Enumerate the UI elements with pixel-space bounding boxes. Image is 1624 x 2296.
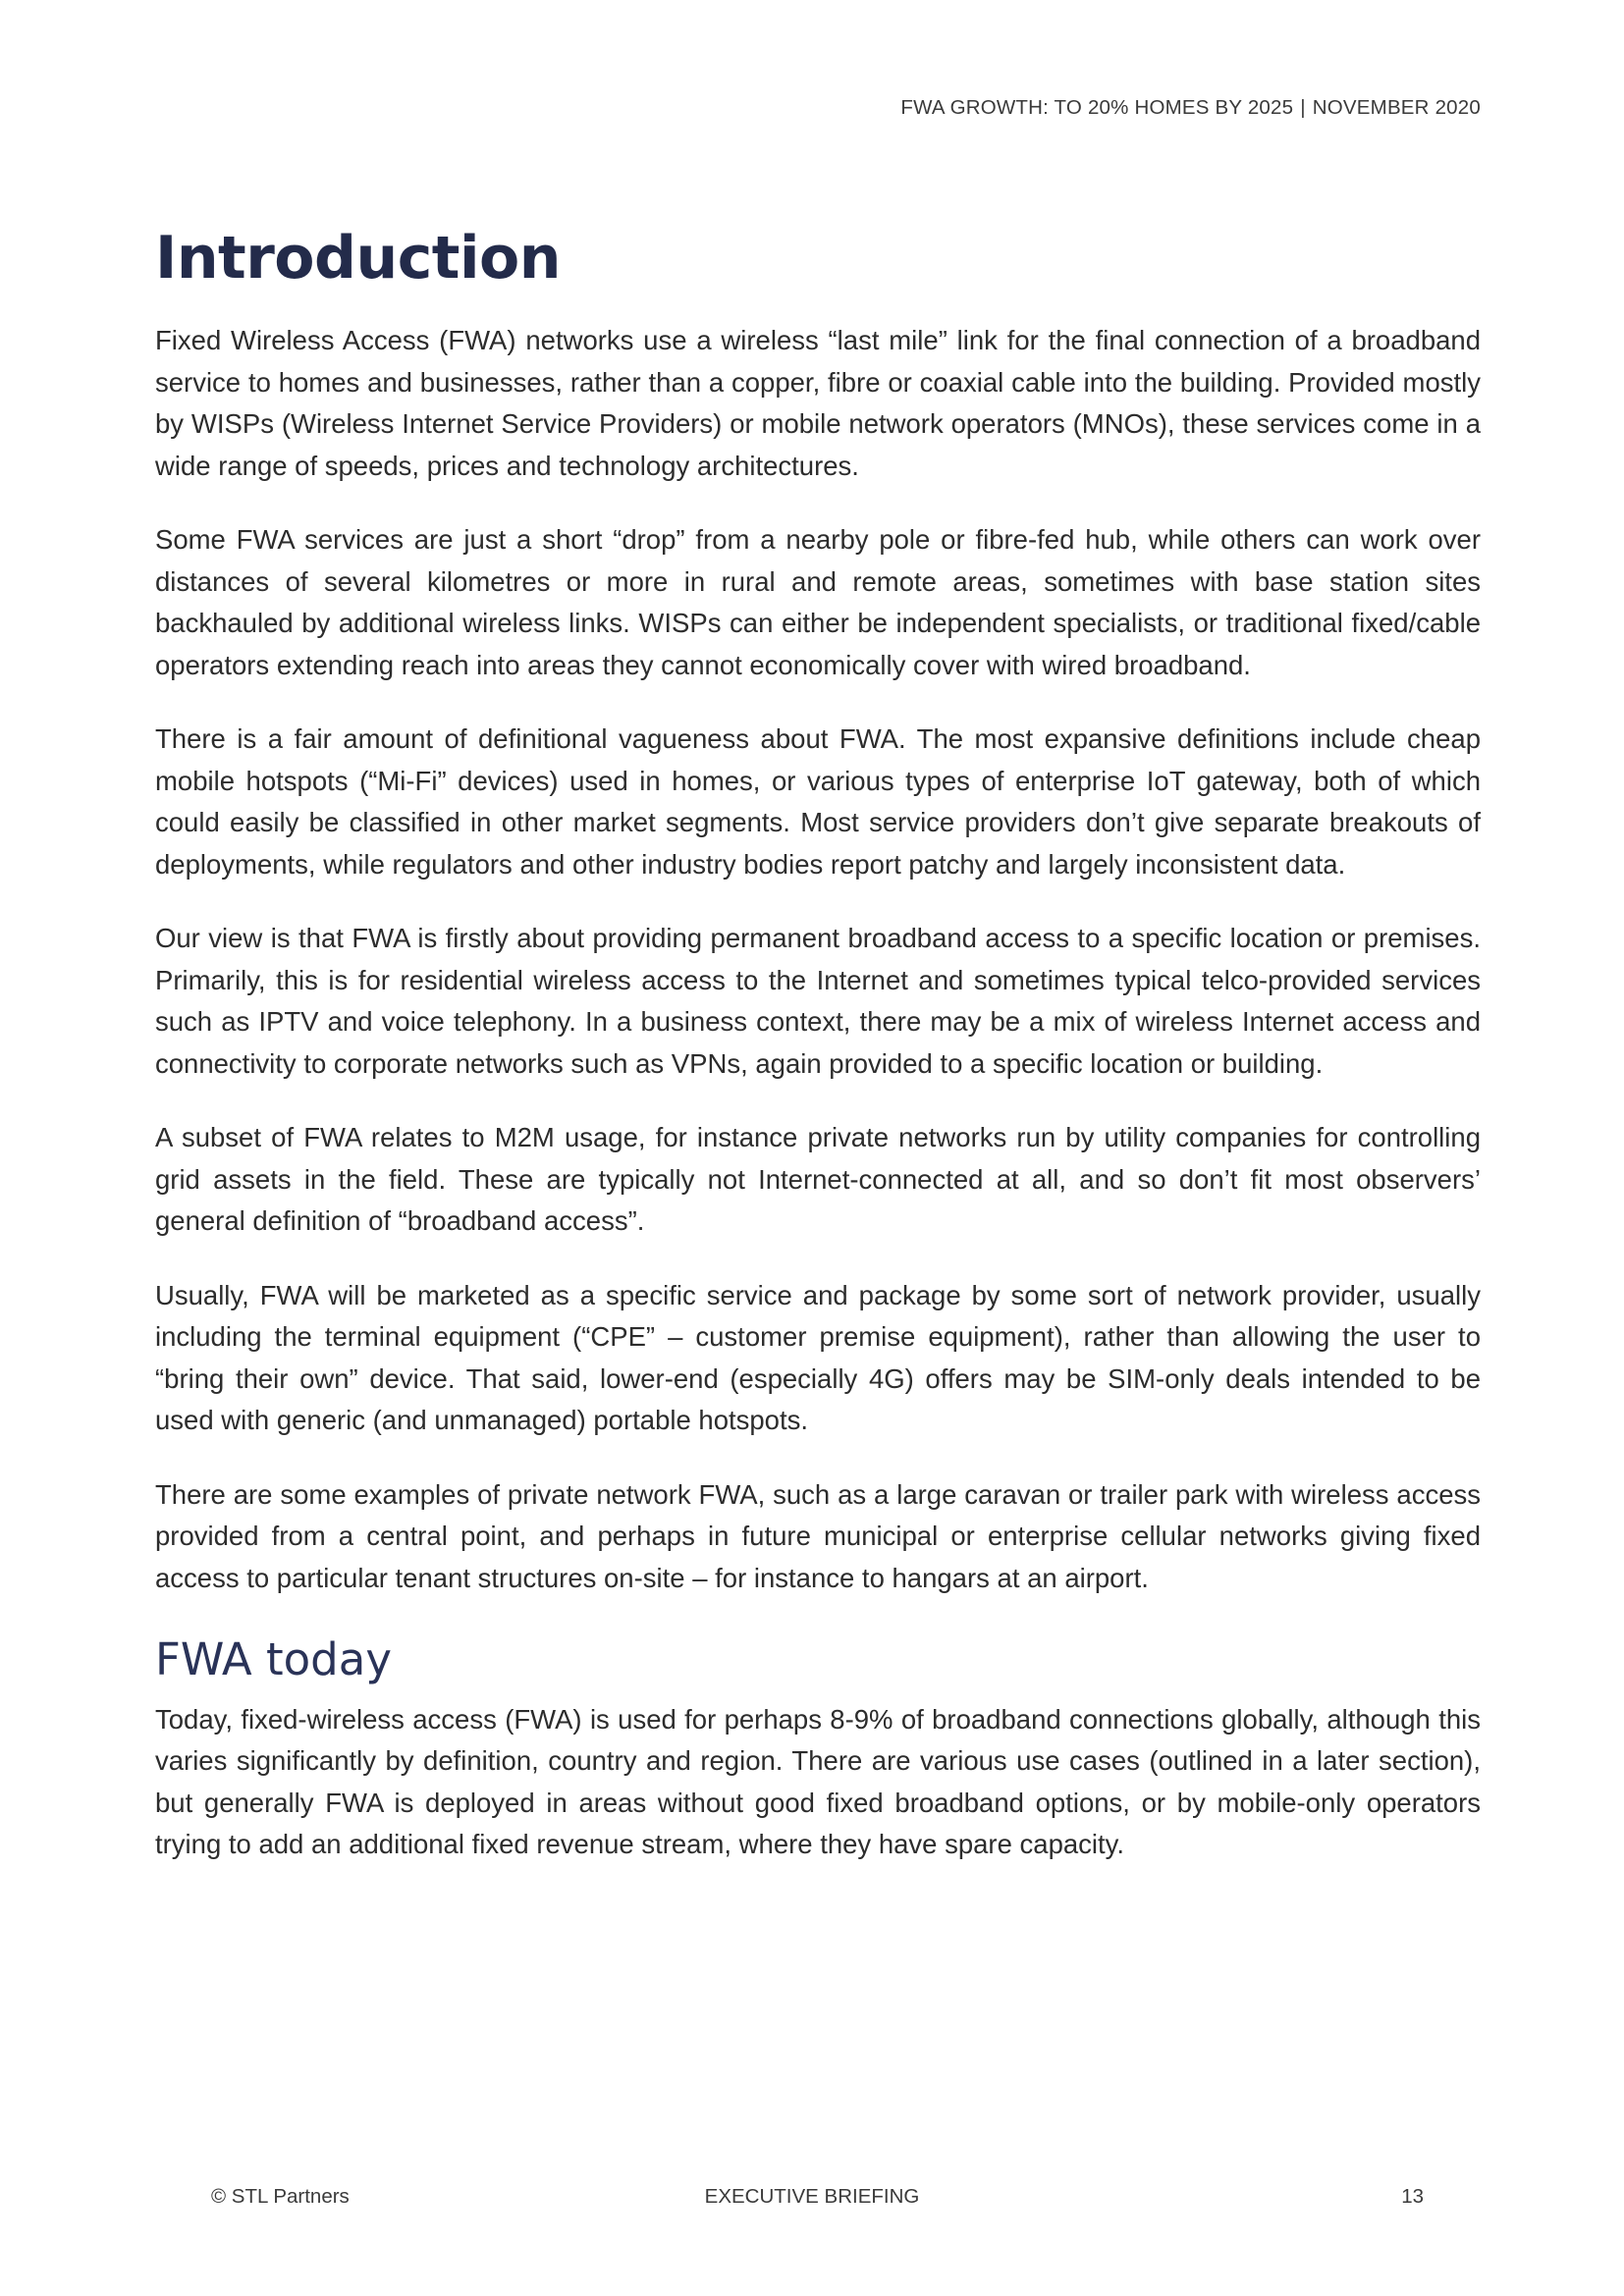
running-header xyxy=(900,96,1481,120)
paragraph-intro-1: Fixed Wireless Access (FWA) networks use a wireless “last mile” link for the final connection of a broadband service to homes and businesses, rather than a copper, fibre or coaxial cable into the building. Provided mostly by WISPs (Wireless Internet Service Providers) or mobile network operators (MNOs), these services come in a wide range of speeds, prices and technology architectures. xyxy=(155,325,1481,481)
page-number: 13 xyxy=(1401,2185,1424,2208)
paragraph-intro-4: Our view is that FWA is firstly about providing permanent broadband access to a specific location or premises. Primarily, this is for residential wireless access to the Internet and sometimes typical telco-provided services such as IPTV and voice telephony. In a business context, there may be a mix of wireless Internet access and connectivity to corporate networks such as VPNs, again provided to a specific location or building. xyxy=(155,923,1481,1079)
report-date: NOVEMBER 2020 xyxy=(1312,96,1481,119)
footer-series: EXECUTIVE BRIEFING xyxy=(704,2185,920,2208)
paragraph-intro-6: Usually, FWA will be marketed as a specific service and package by some sort of network provider, usually including the terminal equipment (“CPE” – customer premise equipment), rather than allowing the user to “bring their own” device. That said, lower-end (especially 4G) offers may be SIM-only deals intended to be used with generic (and unmanaged) portable hotspots. xyxy=(155,1279,1481,1435)
report-title: FWA GROWTH: TO 20% HOMES BY 2025 xyxy=(900,96,1294,119)
header-separator: | xyxy=(1300,96,1306,119)
paragraph-fwa-today-1: Today, fixed-wireless access (FWA) is used for perhaps 8-9% of broadband connections globally, although this varies significantly by definition, country and region. There are various use cases (outlined in a later section), but generally FWA is deployed in areas without good fixed broadband options, or by mobile-only operators trying to add an additional fixed revenue stream, where they have spare capacity. xyxy=(155,1703,1481,1860)
paragraph-intro-5: A subset of FWA relates to M2M usage, for instance private networks run by utility companies for controlling grid assets in the field. These are typically not Internet-connected at all, and so don’t fit most observers’ general definition of “broadband access”. xyxy=(155,1122,1481,1236)
paragraph-intro-2: Some FWA services are just a short “drop” from a nearby pole or fibre-fed hub, while others can work over distances of several kilometres or more in rural and remote areas, sometimes with base station sites backhauled by additional wireless links. WISPs can either be independent specialists, or traditional fixed/cable operators extending reach into areas they cannot economically cover with wired broadband. xyxy=(155,524,1481,680)
section-title: Introduction xyxy=(155,224,561,293)
paragraph-intro-3: There is a fair amount of definitional vagueness about FWA. The most expansive definitions include cheap mobile hotspots (“Mi-Fi” devices) used in homes, or various types of enterprise IoT gateway, both of which could easily be classified in other market segments. Most service providers don’t give separate breakouts of deployments, while regulators and other industry bodies report patchy and largely inconsistent data. xyxy=(155,723,1481,880)
footer-copyright: © STL Partners xyxy=(211,2185,350,2208)
paragraph-intro-7: There are some examples of private network FWA, such as a large caravan or trailer park with wireless access provided from a central point, and perhaps in future municipal or enterprise cellular networks giving fixed access to particular tenant structures on-site – for instance to hangars at an airport. xyxy=(155,1478,1481,1593)
subsection-title: FWA today xyxy=(155,1633,392,1685)
page-footer xyxy=(0,2185,1624,2215)
page-body xyxy=(155,226,1481,1898)
